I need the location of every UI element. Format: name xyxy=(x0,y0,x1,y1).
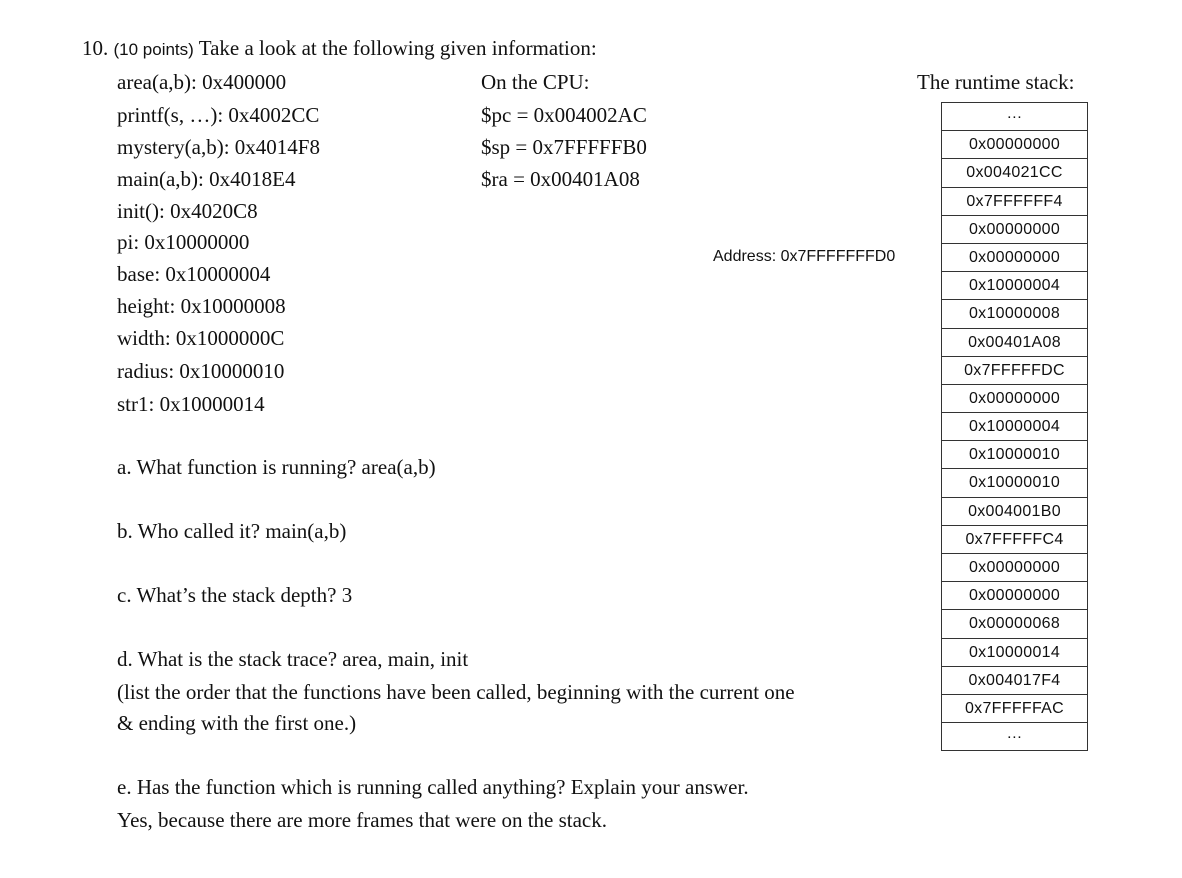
stack-cell: 0x004021CC xyxy=(942,159,1087,187)
stack-cell: 0x10000004 xyxy=(942,413,1087,441)
symbol-entry: printf(s, …): 0x4002CC xyxy=(117,103,320,127)
stack-cell: 0x004017F4 xyxy=(942,667,1087,695)
stack-cell: … xyxy=(942,723,1087,751)
register-ra: $ra = 0x00401A08 xyxy=(481,167,640,191)
question-number: 10. xyxy=(82,36,109,60)
stack-cell: 0x00000000 xyxy=(942,216,1087,244)
stack-address-label: Address: 0x7FFFFFFFD0 xyxy=(713,248,896,265)
part-e-question: e. Has the function which is running called anything? Explain your answer. xyxy=(117,775,749,799)
symbol-entry: mystery(a,b): 0x4014F8 xyxy=(117,135,320,159)
stack-cell: 0x10000010 xyxy=(942,469,1087,497)
stack-cell: 0x00000000 xyxy=(942,582,1087,610)
part-d-note-line2: & ending with the first one.) xyxy=(117,711,357,735)
symbol-entry: width: 0x1000000C xyxy=(117,326,285,350)
question-prompt: Take a look at the following given information: xyxy=(198,36,597,60)
stack-cell: 0x00000068 xyxy=(942,610,1087,638)
stack-heading: The runtime stack: xyxy=(917,70,1075,94)
stack-cell: 0x00000000 xyxy=(942,554,1087,582)
stack-cell: 0x7FFFFFC4 xyxy=(942,526,1087,554)
question-header xyxy=(82,36,597,61)
part-b: b. Who called it? main(a,b) xyxy=(117,519,347,543)
stack-cell: 0x00000000 xyxy=(942,131,1087,159)
stack-cell: 0x00000000 xyxy=(942,385,1087,413)
stack-cell: 0x10000010 xyxy=(942,441,1087,469)
symbol-entry: pi: 0x10000000 xyxy=(117,230,250,254)
stack-cell: 0x10000008 xyxy=(942,300,1087,328)
stack-cell: 0x7FFFFFF4 xyxy=(942,188,1087,216)
symbol-entry: main(a,b): 0x4018E4 xyxy=(117,167,296,191)
runtime-stack xyxy=(941,102,1088,751)
register-sp: $sp = 0x7FFFFFB0 xyxy=(481,135,647,159)
part-d-note-line1: (list the order that the functions have been called, beginning with the current one xyxy=(117,680,795,704)
stack-cell: 0x7FFFFFDC xyxy=(942,357,1087,385)
part-c: c. What’s the stack depth? 3 xyxy=(117,583,353,607)
symbol-entry: base: 0x10000004 xyxy=(117,262,271,286)
stack-cell: … xyxy=(942,103,1087,131)
stack-cell: 0x10000004 xyxy=(942,272,1087,300)
part-e-answer: Yes, because there are more frames that were on the stack. xyxy=(117,808,607,832)
stack-cell: 0x7FFFFFAC xyxy=(942,695,1087,723)
stack-cell: 0x00000000 xyxy=(942,244,1087,272)
question-points: (10 points) xyxy=(113,40,194,59)
cpu-heading: On the CPU: xyxy=(481,70,590,94)
stack-cell: 0x00401A08 xyxy=(942,329,1087,357)
symbol-entry: init(): 0x4020C8 xyxy=(117,199,258,223)
stack-cell: 0x004001B0 xyxy=(942,498,1087,526)
part-d-question: d. What is the stack trace? area, main, init xyxy=(117,647,469,671)
stack-cell: 0x10000014 xyxy=(942,639,1087,667)
symbol-entry: radius: 0x10000010 xyxy=(117,359,285,383)
symbol-entry: area(a,b): 0x400000 xyxy=(117,70,287,94)
part-a: a. What function is running? area(a,b) xyxy=(117,455,436,479)
symbol-entry: str1: 0x10000014 xyxy=(117,392,265,416)
register-pc: $pc = 0x004002AC xyxy=(481,103,647,127)
symbol-entry: height: 0x10000008 xyxy=(117,294,286,318)
